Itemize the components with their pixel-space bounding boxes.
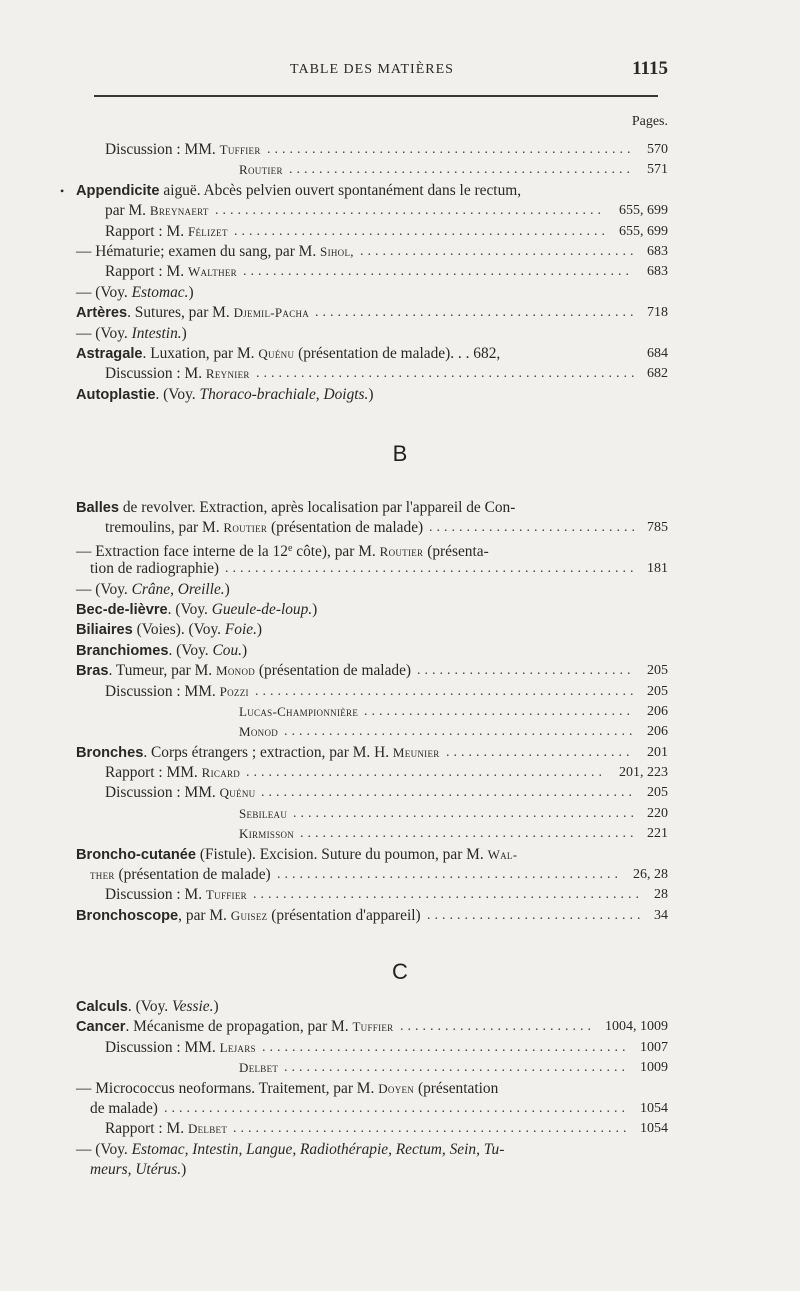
- index-line: Bras. Tumeur, par M. Monod (présentation de malade) ............................. 205: [76, 661, 668, 681]
- index-line: Discussion : M. Tuffier .................................................... 28: [76, 885, 668, 905]
- index-line: — (Voy. Estomac.): [76, 283, 194, 301]
- dot-leader: ..............................................: [284, 1060, 629, 1076]
- index-line: Discussion : MM. Tuffier ................................................. 570: [76, 140, 668, 160]
- dot-leader: ....................................................: [253, 887, 643, 903]
- index-line: — (Voy. Crâne, Oreille.): [76, 580, 230, 598]
- margin-mark: •: [60, 184, 65, 198]
- index-line: — Micrococcus neoformans. Traitement, par M. Doyen (présentation: [76, 1079, 499, 1097]
- dot-leader: ....................................................: [243, 264, 633, 280]
- index-line: Sebileau .............................................. 220: [76, 804, 668, 824]
- index-line: Monod ............................................... 206: [76, 722, 668, 742]
- dot-leader: ............................: [429, 520, 639, 536]
- header-title: TABLE DES MATIÈRES: [290, 62, 454, 77]
- dot-leader: ...................................................: [256, 366, 639, 382]
- index-line: de malade) .............................................................. 1054: [76, 1099, 668, 1119]
- index-line: Rapport : M. Delbet ..................................................... 1054: [76, 1119, 668, 1139]
- index-line: Bec-de-lièvre. (Voy. Gueule-de-loup.): [76, 600, 318, 618]
- index-line: Biliaires (Voies). (Voy. Foie.): [76, 621, 263, 639]
- index-line: Discussion : MM. Pozzi ................................................... 205: [76, 682, 668, 702]
- dot-leader: ..............................................: [289, 162, 634, 178]
- index-line: Bronchoscope, par M. Guisez (présentation d'appareil) ............................. 34: [76, 906, 668, 926]
- dot-leader: .............................................: [300, 826, 638, 842]
- dot-leader: .........................: [446, 744, 634, 760]
- dot-leader: ...........................................: [315, 305, 638, 321]
- index-line: Rapport : M. Félizet .................................................. 655, 699: [76, 222, 668, 242]
- index-line: Artères. Sutures, par M. Djemil-Pacha ........................................... 718: [76, 303, 668, 323]
- page-number: 1115: [632, 58, 668, 79]
- index-line: meurs, Utérus.): [90, 1161, 187, 1179]
- dot-leader: ....................................................: [215, 203, 605, 219]
- index-line: Discussion : MM. Quénu .................................................. 205: [76, 783, 668, 803]
- index-line: Rapport : M. Walther .................................................... 683: [76, 262, 668, 282]
- dot-leader: ...............................................: [284, 724, 637, 740]
- index-line: Astragale. Luxation, par M. Quénu (présentation de malade). . . 682, 684: [76, 344, 668, 362]
- dot-leader: ....................................: [364, 703, 634, 719]
- index-line: Routier .............................................. 571: [76, 160, 668, 180]
- dot-leader: ...................................................: [255, 683, 638, 699]
- dot-leader: ..............................................................: [164, 1100, 629, 1116]
- section-letter-c: C: [392, 959, 408, 984]
- index-line: Appendicite aiguë. Abcès pelvien ouvert spontanément dans le rectum,: [76, 181, 522, 199]
- index-line: Discussion : M. Reynier ................................................... 682: [76, 364, 668, 384]
- dot-leader: .................................................: [267, 142, 635, 157]
- index-line: tremoulins, par M. Routier (présentation de malade) ............................ 785: [76, 518, 668, 538]
- index-line: Branchiomes. (Voy. Cou.): [76, 641, 248, 659]
- index-line: Lucas-Championnière .................................... 206: [76, 702, 668, 722]
- index-line: Delbet .............................................. 1009: [76, 1058, 668, 1078]
- index-line: Broncho-cutanée (Fistule). Excision. Suture du poumon, par M. Wal-: [76, 845, 518, 863]
- index-line: Cancer. Mécanisme de propagation, par M. Tuffier .......................... 1004, 1009: [76, 1017, 668, 1037]
- running-header: [76, 58, 668, 84]
- index-section-c: [76, 997, 668, 1181]
- index-section-b: [76, 498, 668, 926]
- index-section-a: [76, 140, 668, 405]
- index-line: Autoplastie. (Voy. Thoraco-brachiale, Doigts.): [76, 385, 374, 403]
- dot-leader: .................................................: [262, 1039, 630, 1055]
- header-rule: [94, 95, 658, 97]
- index-line: — Hématurie; examen du sang, par M. Sihol, ..................................... 683: [76, 242, 668, 262]
- dot-leader: ..........................: [400, 1019, 595, 1035]
- index-line: Bronches. Corps étrangers ; extraction, par M. H. Meunier ......................... 201: [76, 743, 668, 763]
- dot-leader: ..................................................: [234, 223, 609, 239]
- index-line: ther (présentation de malade) .............................................. 26, 28: [76, 865, 668, 885]
- index-line: Balles de revolver. Extraction, après localisation par l'appareil de Con-: [76, 499, 516, 516]
- index-line: tion de radiographie) ....................................................... 181: [76, 559, 668, 579]
- dot-leader: .............................: [427, 907, 645, 923]
- dot-leader: ..............................................: [277, 867, 622, 883]
- index-line: Calculs. (Voy. Vessie.): [76, 998, 219, 1015]
- pages-column-label: Pages.: [631, 114, 668, 129]
- index-line: par M. Breynaert .................................................... 655, 699: [76, 201, 668, 221]
- dot-leader: .......................................................: [225, 561, 638, 577]
- dot-leader: .....................................: [360, 243, 638, 259]
- index-line: — (Voy. Estomac, Intestin, Langue, Radiothérapie, Rectum, Sein, Tu-: [76, 1140, 505, 1158]
- section-letter-b: B: [392, 441, 408, 466]
- dot-leader: .............................: [417, 663, 635, 679]
- index-line: — (Voy. Intestin.): [76, 324, 187, 342]
- index-line: — Extraction face interne de la 12e côte), par M. Routier (présenta-: [76, 542, 489, 560]
- index-line: Discussion : MM. Lejars ................................................. 1007: [76, 1038, 668, 1058]
- index-line: Rapport : MM. Ricard ................................................ 201, 223: [76, 763, 668, 783]
- dot-leader: ..................................................: [261, 785, 636, 801]
- dot-leader: .....................................................: [233, 1121, 631, 1137]
- dot-leader: ..............................................: [293, 805, 638, 821]
- dot-leader: ................................................: [246, 765, 606, 781]
- index-line: Kirmisson ............................................. 221: [76, 824, 668, 844]
